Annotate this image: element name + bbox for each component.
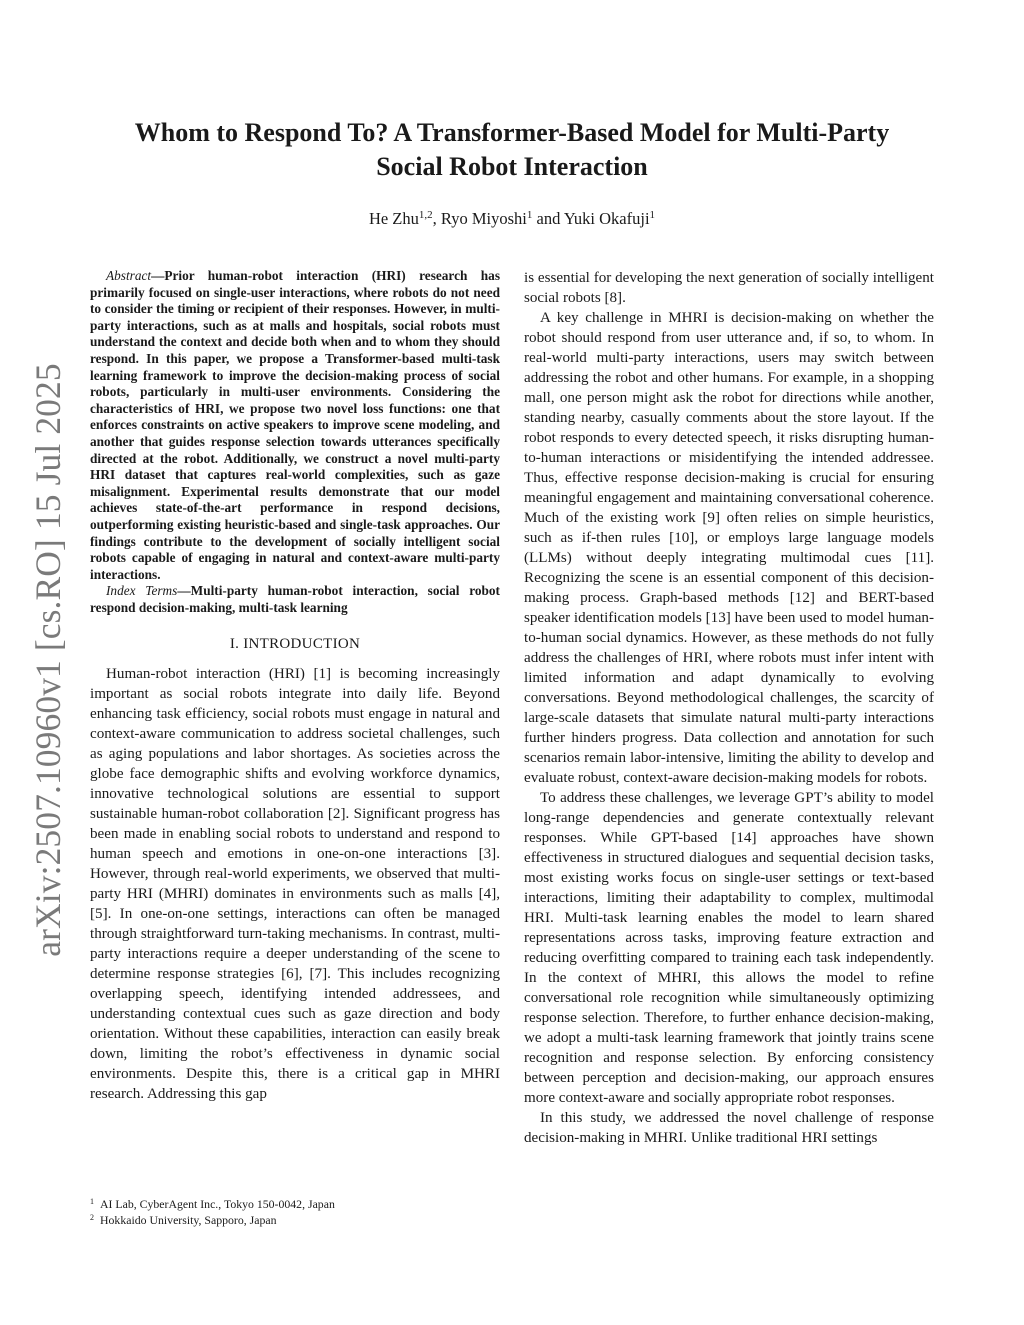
index-terms-label: Index Terms: [106, 583, 178, 599]
author-separator: and: [532, 209, 564, 228]
section-heading: I. INTRODUCTION: [229, 636, 361, 653]
author-affiliation-mark: 1: [649, 209, 656, 221]
arxiv-identifier: arXiv:2507.10960v1 [cs.RO] 15 Jul 2025: [28, 363, 68, 957]
footnote-mark: 2: [90, 1213, 94, 1222]
body-paragraph: A key challenge in MHRI is decision-making on whether the robot should respond from user utterance and, if so, to whom. In real-world multi-party interactions, users may switch between addressing the robot and other humans. For example, in a shopping mall, one person might ask the robot for directions while another, standing nearby, casually comments about the store layout. If the robot responds to every detected speech, it risks disrupting human-to-human interactions or misidentifying the intended addressee. Thus, effective response decision-making is crucial for ensuring meaningful engagement and maintaining conversational coherence. Much of the existing work [9] often relies on simple heuristics, such as if-then rules [10], or employs large language models (LLMs) without deeply integrating multimodal cues [11]. Recognizing the scene is an essential component of this decision-making process. Graph-based methods [12] and BERT-based speaker identification models [13] have been used to model human-to-human social dynamics. However, as these methods do not fully address the challenges of HRI, where robots must infer intent with limited information and adapt dynamically to evolving conversations. Beyond methodological challenges, the scarcity of large-scale datasets that simulate natural multi-party interactions further hinders progress. Data collection and annotation for such scenarios remain labor-intensive, limiting the ability to develop and evaluate robust, context-aware decision-making models for robots.: [524, 310, 934, 786]
title-line-1: Whom to Respond To? A Transformer-Based Model for Multi-Party: [134, 118, 890, 147]
footnotes: [90, 1196, 500, 1228]
body-paragraph-continuation: is essential for developing the next generation of socially intelligent social robots [8].: [524, 270, 934, 306]
index-terms: [90, 583, 500, 616]
author-affiliation-mark: 1: [526, 209, 533, 221]
abstract-label: Abstract: [106, 268, 152, 283]
footnote: [90, 1196, 500, 1212]
abstract: [90, 268, 500, 583]
body-paragraph: To address these challenges, we leverage GPT’s ability to model long-range dependencies and generate contextually relevant responses. While GPT-based [14] approaches have shown effectiveness in structured dialogues and sequential decision tasks, most existing works focus on single-user settings or text-based interactions, limiting their adaptability to complex, multimodal HRI. Multi-task learning enables the model to learn shared representations across tasks, improving feature extraction and reducing overfitting compared to training each task independently. In the context of MHRI, this allows the model to refine conversational role recognition while simultaneously optimizing response selection. Therefore, to further enhance decision-making, we adopt a multi-task learning framework that jointly trains scene recognition and response selection. By enforcing consistency between perception and decision-making, our approach ensures more context-aware and socially appropriate robot responses.: [524, 790, 934, 1106]
footnote-mark: 1: [90, 1197, 94, 1206]
paper-title: [80, 116, 944, 184]
title-line-2: Social Robot Interaction: [376, 152, 648, 181]
author-separator: ,: [432, 209, 441, 228]
index-terms-text: —Multi-party human-robot interaction, social robot respond decision-making, multi-task learning: [90, 583, 500, 615]
footnote-text: Hokkaido University, Sapporo, Japan: [100, 1213, 277, 1227]
author-name: He Zhu: [368, 209, 419, 228]
right-column: [524, 268, 934, 1148]
body-paragraph: In this study, we addressed the novel challenge of response decision-making in MHRI. Unlike traditional HRI settings: [524, 1110, 934, 1146]
footnote-text: AI Lab, CyberAgent Inc., Tokyo 150-0042, Japan: [100, 1197, 335, 1211]
author-affiliation-mark: 1,2: [418, 209, 433, 221]
abstract-text: —Prior human-robot interaction (HRI) research has primarily focused on single-user interactions, where robots do not need to consider the timing or recipient of their responses. However, in multi-party interactions, such as at malls and hospitals, social robots must understand the context and decide both when and to whom they should respond. In this paper, we propose a Transformer-based multi-task learning framework to improve the decision-making process of social robots, particularly in multi-user environments. Considering the characteristics of HRI, we propose two novel loss functions: one that enforces constraints on active speakers to improve scene modeling, and another that guides response selection towards utterances specifically directed at the robot. Additionally, we construct a novel multi-party HRI dataset that captures real-world complexities, such as gaze misalignment. Experimental results demonstrate that our model achieves state-of-the-art performance in respond decisions, outperforming existing heuristic-based and single-task approaches. Our findings contribute to the development of socially intelligent social robots capable of engaging in natural and context-aware multi-party interactions.: [90, 268, 500, 582]
author-name: Ryo Miyoshi: [440, 209, 527, 228]
author-name: Yuki Okafuji: [563, 209, 650, 228]
body-paragraph: Human-robot interaction (HRI) [1] is becoming increasingly important as social robots integrate into daily life. Beyond enhancing task efficiency, social robots must engage in natural and context-aware communication to address societal challenges, such as aging populations and labor shortages. As societies across the globe face demographic shifts and evolving workforce dynamics, innovative technological solutions are essential to support sustainable human-robot collaboration [2]. Significant progress has been made in enabling social robots to understand and respond to human speech and emotions in one-on-one interactions [3]. However, through real-world experiments, we observed that multi-party HRI (MHRI) dominates in environments such as malls [4], [5]. In one-on-one settings, interactions can often be managed through straightforward turn-taking mechanisms. In contrast, multi-party interactions require a deeper understanding of the scene to determine response strategies [6], [7]. This includes recognizing overlapping speech, identifying intended addressees, and understanding contextual cues such as gaze direction and body orientation. Without these capabilities, interaction can easily break down, limiting the robot’s effectiveness in dynamic social environments. Despite this, there is a critical gap in MHRI research. Addressing this gap: [90, 666, 500, 1103]
footnote: [90, 1212, 500, 1228]
author-list: [80, 208, 944, 230]
left-column: [90, 268, 500, 1104]
